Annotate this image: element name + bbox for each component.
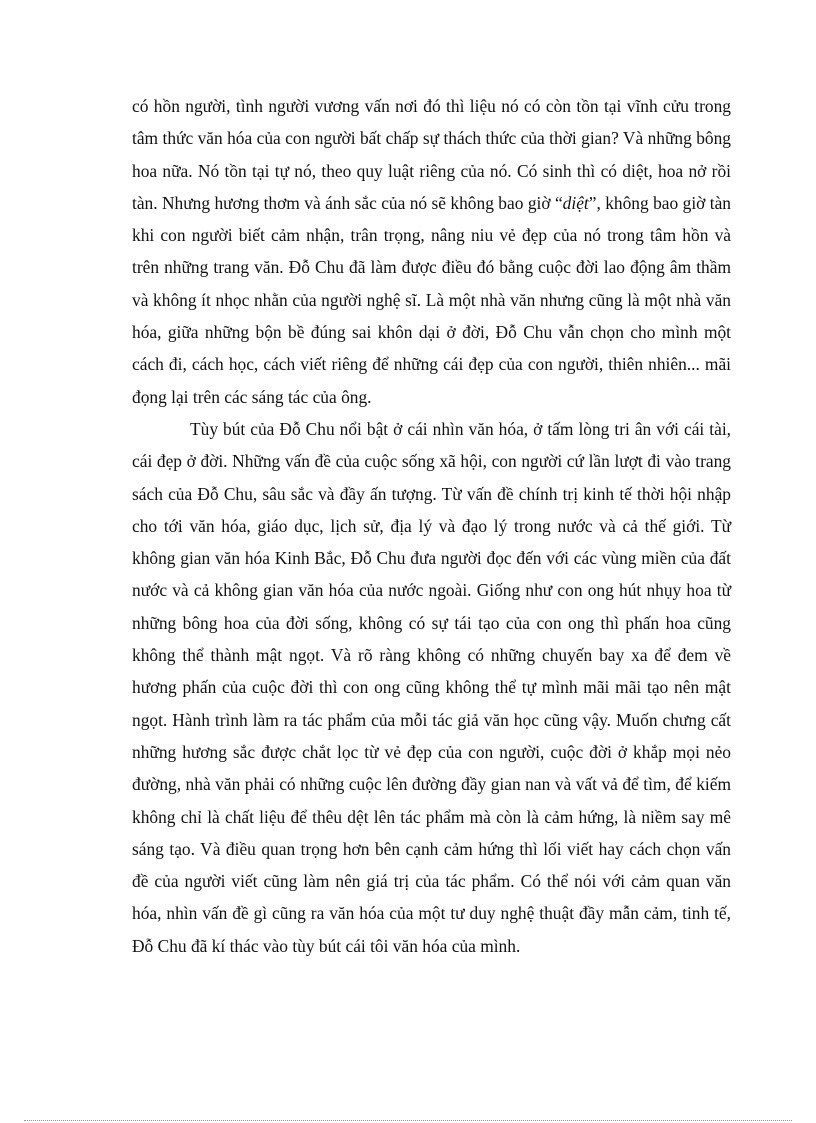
paragraph-text-after-emphasis: ”, không bao giờ tàn khi con người biết cảm nhận, trân trọng, nâng niu vẻ đẹp của nó trong tâm hồn và trên những trang văn. Đỗ Chu đã làm được điều đó bằng cuộc đời lao động âm thầm và không ít nhọc nhằn của người nghệ sĩ. Là một nhà văn nhưng cũng là một nhà văn hóa, giữa những bộn bề đúng sai khôn dại ở đời, Đỗ Chu vẫn chọn cho mình một cách đi, cách học, cách viết riêng để những cái đẹp của con người, thiên nhiên... mãi đọng lại trên các sáng tác của ông. — [132, 192, 731, 407]
body-text — [132, 90, 731, 962]
paragraph-continuation — [132, 90, 731, 413]
page-bottom-dotted-rule — [24, 1120, 792, 1121]
paragraph-text-before-emphasis: có hồn người, tình người vương vấn nơi đó thì liệu nó có còn tồn tại vĩnh cửu trong tâm thức văn hóa của con người bất chấp sự thách thức của thời gian? Và những bông hoa nữa. Nó tồn tại tự nó, theo quy luật riêng của nó. Có sinh thì có diệt, hoa nở rồi tàn. Nhưng hương thơm và ánh sắc của nó sẽ không bao giờ “ — [132, 96, 731, 213]
paragraph-tuy-but: Tùy bút của Đỗ Chu nổi bật ở cái nhìn văn hóa, ở tấm lòng tri ân với cái tài, cái đẹp ở đời. Những vấn đề của cuộc sống xã hội, con người cứ lần lượt đi vào trang sách của Đỗ Chu, sâu sắc và đầy ấn tượng. Từ vấn đề chính trị kinh tế thời hội nhập cho tới văn hóa, giáo dục, lịch sử, địa lý và đạo lý trong nước và cả thế giới. Từ không gian văn hóa Kinh Bắc, Đỗ Chu đưa người đọc đến với các vùng miền của đất nước và cả không gian văn hóa của nước ngoài. Giống như con ong hút nhụy hoa từ những bông hoa của đời sống, không có sự tái tạo của con ong thì phấn hoa cũng không thể thành mật ngọt. Và rõ ràng không có những chuyến bay xa để đem về hương phấn của cuộc đời thì con ong cũng không thể tự mình mãi mãi tạo nên mật ngọt. Hành trình làm ra tác phẩm của mỗi tác giả văn học cũng vậy. Muốn chưng cất những hương sắc được chắt lọc từ vẻ đẹp của con người, cuộc đời ở khắp mọi nẻo đường, nhà văn phải có những cuộc lên đường đầy gian nan và vất vả để tìm, để kiếm không chỉ là chất liệu để thêu dệt lên tác phẩm mà còn là cảm hứng, là niềm say mê sáng tạo. Và điều quan trọng hơn bên cạnh cảm hứng thì lối viết hay cách chọn vấn đề của người viết cũng làm nên giá trị của tác phẩm. Có thể nói với cảm quan văn hóa, nhìn vấn đề gì cũng ra văn hóa của một tư duy nghệ thuật đầy mẫn cảm, tinh tế, Đỗ Chu đã kí thác vào tùy bút cái tôi văn hóa của mình. — [132, 418, 731, 956]
italic-emphasis: diệt — [562, 192, 589, 213]
